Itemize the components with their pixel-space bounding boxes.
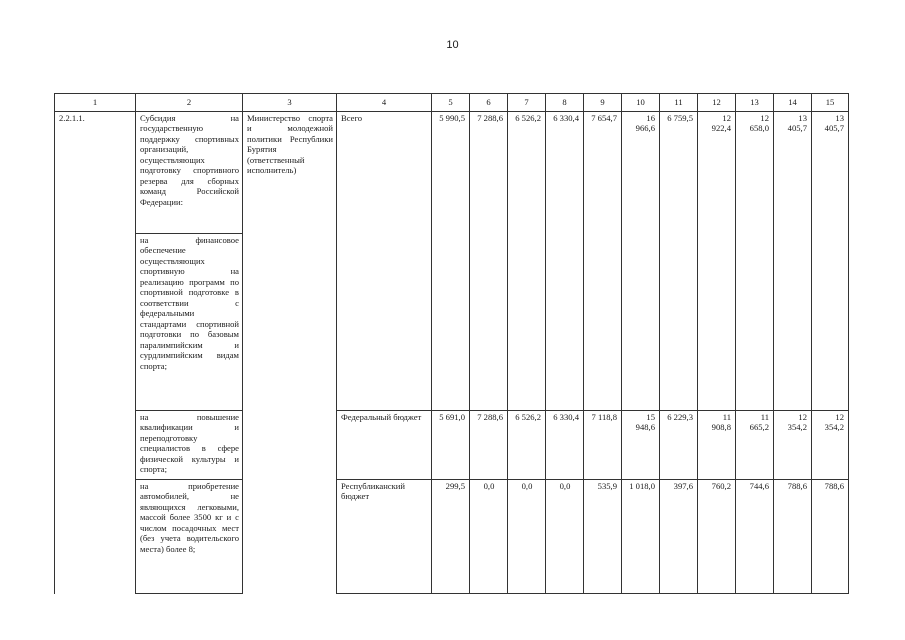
header-cell: 12 <box>698 94 736 112</box>
value-cell: 16 966,6 <box>622 112 660 411</box>
header-cell: 10 <box>622 94 660 112</box>
header-cell: 11 <box>660 94 698 112</box>
description-cell: Субсидия на государственную поддержку спортивных организаций, осуществляющих подготовку спортивного резерва для сборных команд Российской Федерации: <box>136 112 243 234</box>
value-cell: 7 118,8 <box>584 411 622 480</box>
value-cell: 788,6 <box>774 480 812 594</box>
value-cell: 12 658,0 <box>736 112 774 411</box>
header-cell: 3 <box>243 94 337 112</box>
value-cell: 7 288,6 <box>470 411 508 480</box>
value-cell: 788,6 <box>812 480 849 594</box>
value-cell: 1 018,0 <box>622 480 660 594</box>
header-cell: 13 <box>736 94 774 112</box>
header-cell: 8 <box>546 94 584 112</box>
funding-source-cell: Всего <box>337 112 432 411</box>
value-cell: 0,0 <box>508 480 546 594</box>
value-cell: 6 330,4 <box>546 411 584 480</box>
value-cell: 11 665,2 <box>736 411 774 480</box>
value-cell: 11 908,8 <box>698 411 736 480</box>
value-cell: 7 288,6 <box>470 112 508 411</box>
header-cell: 5 <box>432 94 470 112</box>
funding-source-cell: Республиканский бюджет <box>337 480 432 594</box>
value-cell: 13 405,7 <box>774 112 812 411</box>
header-cell: 2 <box>136 94 243 112</box>
value-cell: 299,5 <box>432 480 470 594</box>
value-cell: 6 526,2 <box>508 411 546 480</box>
header-row <box>55 94 849 112</box>
budget-table <box>54 93 849 594</box>
value-cell: 5 990,5 <box>432 112 470 411</box>
description-cell: на финансовое обеспечение осуществляющих спортивную на реализацию программ по спортивной подготовке в соответствии с федеральными стандартами спортивной подготовки по базовым паралимпийским и сурдлимпийским видам спорта; <box>136 234 243 411</box>
header-cell: 7 <box>508 94 546 112</box>
value-cell: 5 691,0 <box>432 411 470 480</box>
row-code-cell: 2.2.1.1. <box>55 112 136 594</box>
description-cell: на повышение квалификации и переподготовку специалистов в сфере физической культуры и спорта; <box>136 411 243 480</box>
header-cell: 9 <box>584 94 622 112</box>
funding-source-cell: Федеральный бюджет <box>337 411 432 480</box>
value-cell: 12 354,2 <box>774 411 812 480</box>
value-cell: 15 948,6 <box>622 411 660 480</box>
table-row <box>55 411 849 480</box>
header-cell: 15 <box>812 94 849 112</box>
responsible-cell: Министерство спорта и молодежной политики Республики Бурятия (ответственный исполнитель) <box>243 112 337 594</box>
value-cell: 760,2 <box>698 480 736 594</box>
header-cell: 6 <box>470 94 508 112</box>
value-cell: 6 526,2 <box>508 112 546 411</box>
value-cell: 0,0 <box>546 480 584 594</box>
value-cell: 7 654,7 <box>584 112 622 411</box>
description-cell: на приобретение автомобилей, не являющихся легковыми, массой более 3500 кг и с числом посадочных мест (без учета водительского места) более 8; <box>136 480 243 594</box>
table-row <box>55 480 849 594</box>
value-cell: 6 330,4 <box>546 112 584 411</box>
value-cell: 12 922,4 <box>698 112 736 411</box>
value-cell: 6 759,5 <box>660 112 698 411</box>
value-cell: 744,6 <box>736 480 774 594</box>
value-cell: 13 405,7 <box>812 112 849 411</box>
header-cell: 1 <box>55 94 136 112</box>
page-number: 10 <box>446 39 459 51</box>
value-cell: 12 354,2 <box>812 411 849 480</box>
value-cell: 535,9 <box>584 480 622 594</box>
value-cell: 6 229,3 <box>660 411 698 480</box>
table-row <box>55 112 849 234</box>
value-cell: 0,0 <box>470 480 508 594</box>
header-cell: 14 <box>774 94 812 112</box>
header-cell: 4 <box>337 94 432 112</box>
value-cell: 397,6 <box>660 480 698 594</box>
